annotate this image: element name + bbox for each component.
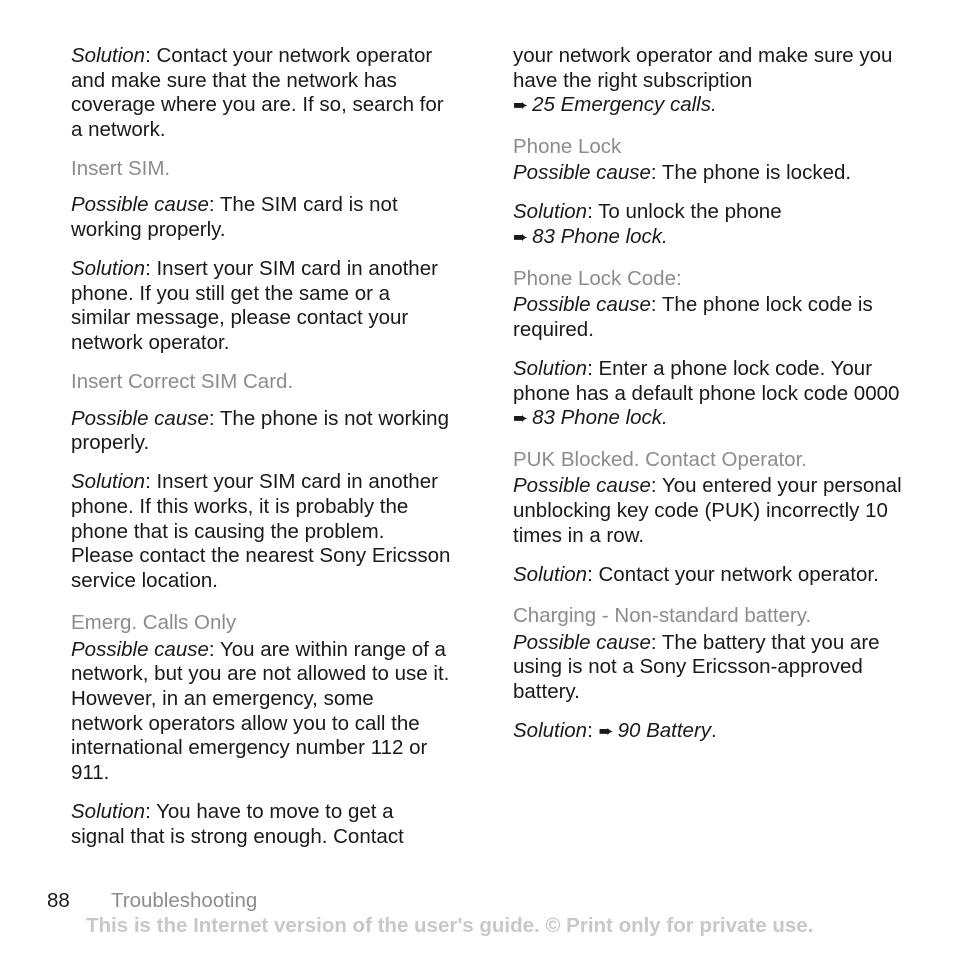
paragraph: Solution: Insert your SIM card in another phone. If this works, it is probably the phone that is causing the problem. Please contact the nearest Sony Ericsson service location.	[71, 470, 451, 592]
paragraph: Solution: Insert your SIM card in another phone. If you still get the same or a similar message, please contact your network operator.	[71, 257, 438, 354]
section-heading: Charging - Non-standard battery.	[513, 604, 812, 628]
paragraph: Solution: Enter a phone lock code. Your phone has a default phone lock code 0000 ➨ 83 Phone lock.	[513, 356, 900, 430]
right-column	[513, 44, 903, 758]
paragraph: Possible cause: You entered your personal unblocking key code (PUK) incorrectly 10 times in a row.	[513, 474, 902, 547]
paragraph: your network operator and make sure you have the right subscription ➨ 25 Emergency calls.	[513, 44, 893, 117]
section-heading: Insert Correct SIM Card.	[71, 370, 294, 394]
arrow-right-icon: ➨	[513, 227, 529, 248]
watermark-notice: This is the Internet version of the user's guide. © Print only for private use.	[86, 914, 814, 937]
section-heading: Emerg. Calls Only	[71, 611, 237, 635]
paragraph: Possible cause: You are within range of a network, but you are not allowed to use it. However, in an emergency, some network operators allow you to call the international emergency number 112 or 911.	[71, 637, 450, 784]
left-column	[71, 44, 451, 864]
footer-section-name: Troubleshooting	[111, 889, 258, 912]
paragraph: Solution: To unlock the phone ➨ 83 Phone lock.	[513, 200, 782, 249]
paragraph: Possible cause: The SIM card is not working properly.	[71, 193, 398, 242]
cross-reference-link[interactable]: 25 Emergency calls.	[532, 93, 717, 117]
cross-reference-link[interactable]: 83 Phone lock.	[532, 406, 668, 430]
paragraph: Possible cause: The phone is not working properly.	[71, 406, 449, 455]
cross-reference-link[interactable]: 90 Battery	[617, 719, 712, 743]
paragraph: Possible cause: The battery that you are using is not a Sony Ericsson-approved battery.	[513, 630, 880, 703]
paragraph: Possible cause: The phone lock code is required.	[513, 293, 873, 341]
arrow-right-icon: ➨	[598, 721, 614, 742]
section-heading: PUK Blocked. Contact Operator.	[513, 447, 807, 471]
arrow-right-icon: ➨	[513, 408, 529, 429]
cross-reference-link[interactable]: 83 Phone lock.	[532, 225, 668, 249]
paragraph: Possible cause: The phone is locked.	[513, 161, 852, 185]
arrow-right-icon: ➨	[513, 95, 529, 116]
section-heading: Insert SIM.	[71, 156, 171, 180]
paragraph: Solution: You have to move to get a signal that is strong enough. Contact	[71, 799, 404, 848]
paragraph: Solution: Contact your network operator.	[513, 562, 879, 586]
section-heading: Phone Lock	[513, 134, 622, 158]
page-number: 88	[47, 889, 70, 912]
paragraph: Solution: Contact your network operator and make sure that the network has coverage where you are. If so, search for a network.	[71, 44, 444, 141]
paragraph: Solution: ➨ 90 Battery.	[513, 719, 717, 743]
section-heading: Phone Lock Code:	[513, 266, 682, 290]
